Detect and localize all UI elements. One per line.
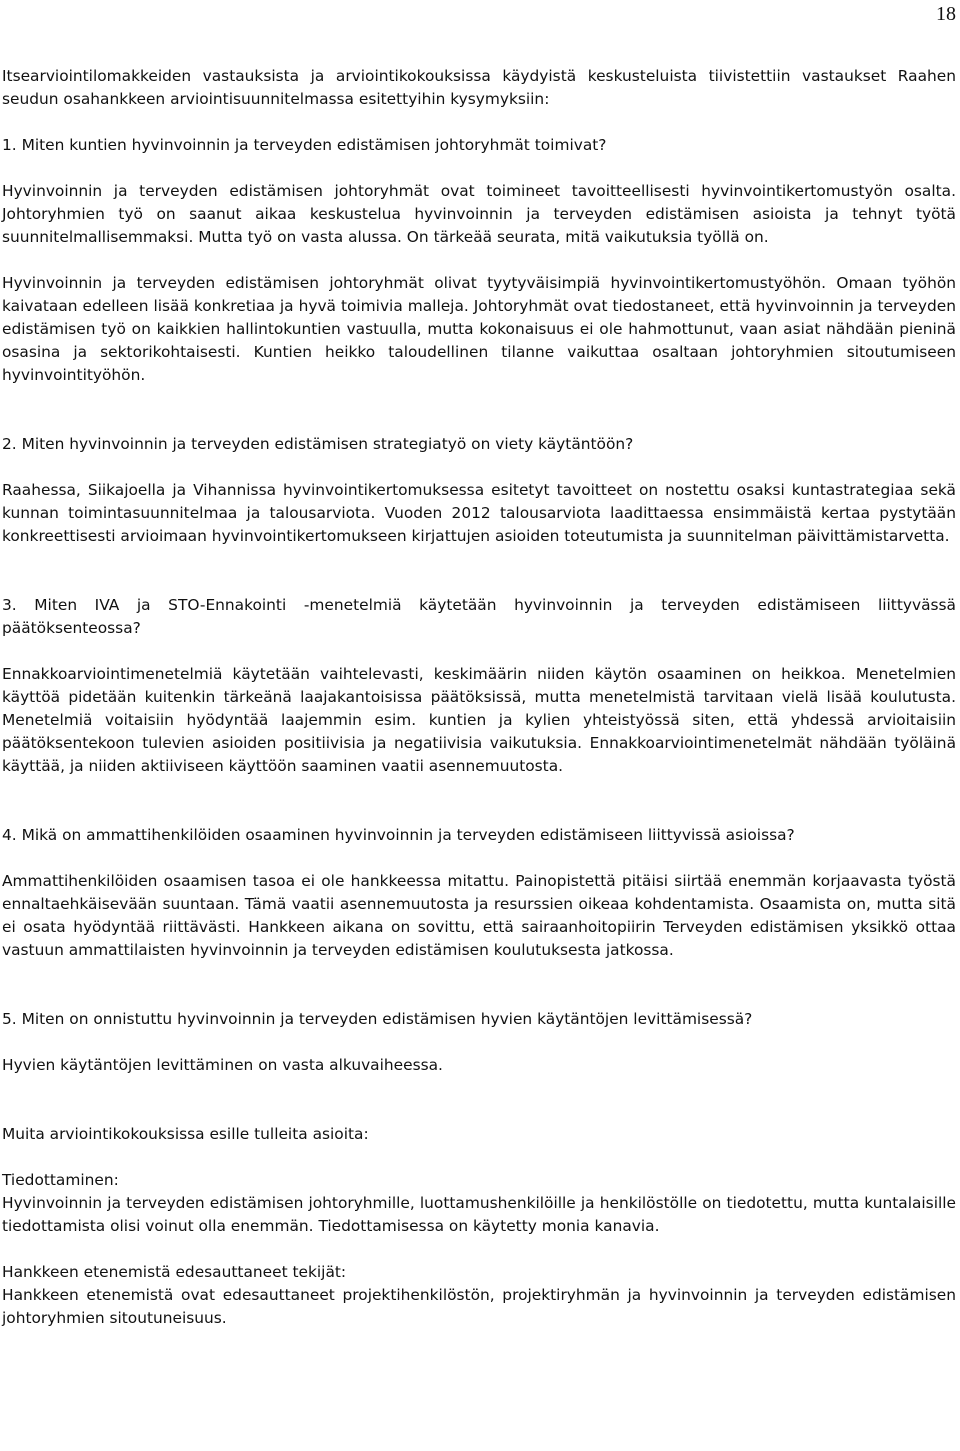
communication-label: Tiedottaminen: (2, 1171, 119, 1189)
answer-1-paragraph-2: Hyvinvoinnin ja terveyden edistämisen johtoryhmät olivat tyytyväisimpiä hyvinvointikertomustyöhön. Omaan työhön kaivataan edelleen lisää konkretiaa ja hyvä toimivia malleja. Johtoryhmät ovat tiedostaneet, että hyvinvoinnin ja terveyden edistämisen työ on kaikkien hallintokuntien vastuulla, mutta kokonaisuus ei ole hahmottunut, vaan asiat nähdään pieninä osasina ja sektorikohtaisesti. Kuntien heikko taloudellinen tilanne vaikuttaa osaltaan johtoryhmien sitoutumiseen hyvinvointityöhön. (2, 274, 956, 384)
other-topics-heading: Muita arviointikokouksissa esille tulleita asioita: (2, 1125, 369, 1143)
question-1: 1. Miten kuntien hyvinvoinnin ja terveyden edistämisen johtoryhmät toimivat? (2, 136, 607, 154)
progress-factors-text: Hankkeen etenemistä ovat edesauttaneet projektihenkilöstön, projektiryhmän ja hyvinvoinnin ja terveyden edistämisen johtoryhmien sitoutuneisuus. (2, 1286, 956, 1327)
answer-4: Ammattihenkilöiden osaamisen tasoa ei ole hankkeessa mitattu. Painopistettä pitäisi siirtää enemmän korjaavasta työstä ennaltaehkäisevään suuntaan. Tämä vaatii asennemuutosta ja resurssien oikeaa kohdentamista. Osaamista on, mutta sitä ei osata hyödyntää riittävästi. Hankkeen aikana on sovittu, että sairaanhoitopiirin Terveyden edistämisen yksikkö ottaa vastuun ammattilaisten hyvinvoinnin ja terveyden edistämisen koulutuksesta jatkossa. (2, 872, 956, 959)
progress-factors-label: Hankkeen etenemistä edesauttaneet tekijät: (2, 1263, 347, 1281)
question-2: 2. Miten hyvinvoinnin ja terveyden edistämisen strategiatyö on viety käytäntöön? (2, 435, 634, 453)
answer-2: Raahessa, Siikajoella ja Vihannissa hyvinvointikertomuksessa esitetyt tavoitteet on nostettu osaksi kuntastrategiaa sekä kunnan toimintasuunnitelmaa ja talousarviota. Vuoden 2012 talousarviota laadittaessa ensimmäistä kertaa pystytään konkreettisesti arvioimaan hyvinvointikertomukseen kirjattujen asioiden toteutumista ja suunnitelman päivittämistarvetta. (2, 481, 956, 545)
question-4: 4. Mikä on ammattihenkilöiden osaaminen hyvinvoinnin ja terveyden edistämiseen liittyvissä asioissa? (2, 826, 795, 844)
communication-text: Hyvinvoinnin ja terveyden edistämisen johtoryhmille, luottamushenkilöille ja henkilöstölle on tiedotettu, mutta kuntalaisille tiedottamista olisi voinut olla enemmän. Tiedottamisessa on käytetty monia kanavia. (2, 1194, 956, 1235)
answer-5: Hyvien käytäntöjen levittäminen on vasta alkuvaiheessa. (2, 1056, 443, 1074)
document-body (2, 65, 956, 1330)
question-3: 3. Miten IVA ja STO-Ennakointi -menetelmiä käytetään hyvinvoinnin ja terveyden edistämiseen liittyvässä päätöksenteossa? (2, 596, 956, 637)
answer-3: Ennakkoarviointimenetelmiä käytetään vaihtelevasti, keskimäärin niiden käytön osaaminen on heikkoa. Menetelmien käyttöä pidetään kuitenkin tärkeänä laajakantoisissa päätöksissä, mutta menetelmistä tarvitaan vielä lisää koulutusta. Menetelmiä voitaisiin hyödyntää laajemmin esim. kuntien ja kylien yhteistyössä siten, että yhdessä arvioitaisiin päätöksentekoon tulevien asioiden positiivisia ja negatiivisia vaikutuksia. Ennakkoarviointimenetelmät nähdään työläinä käyttää, ja niiden aktiiviseen käyttöön saaminen vaatii asennemuutosta. (2, 665, 956, 775)
answer-1-paragraph-1: Hyvinvoinnin ja terveyden edistämisen johtoryhmät ovat toimineet tavoitteellisesti hyvinvointikertomustyön osalta. Johtoryhmien työ on saanut aikaa keskustelua hyvinvoinnin ja terveyden edistämisen asioista ja tehnyt työtä suunnitelmallisemmaksi. Mutta työ on vasta alussa. On tärkeää seurata, mitä vaikutuksia työllä on. (2, 182, 956, 246)
question-5: 5. Miten on onnistuttu hyvinvoinnin ja terveyden edistämisen hyvien käytäntöjen levittämisessä? (2, 1010, 753, 1028)
page-number: 18 (936, 3, 956, 25)
intro-paragraph: Itsearviointilomakkeiden vastauksista ja arviointikokouksissa käydyistä keskusteluista tiivistettiin vastaukset Raahen seudun osahankkeen arviointisuunnitelmassa esitettyihin kysymyksiin: (2, 67, 956, 108)
